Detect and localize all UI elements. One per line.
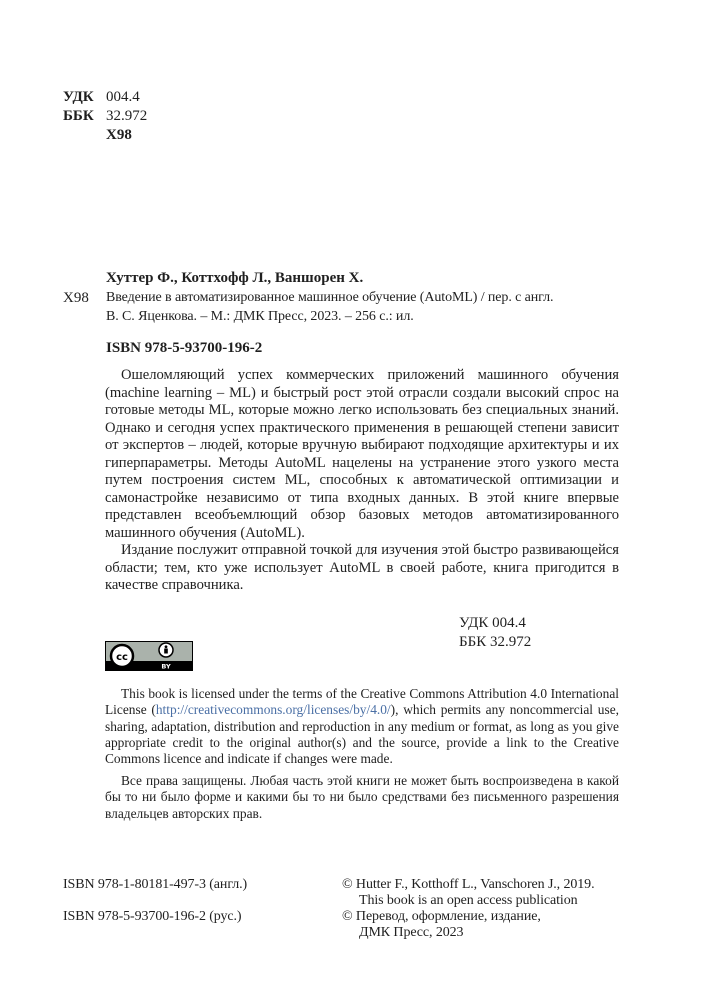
abstract [105,367,619,595]
by-label: BY [161,662,171,671]
license-text-end: ), which permits any noncommercial use, sharing, adaptation, distribution and reproduction in any medium or format, as long as you give appropriate credit to the original author(s) and the source, provide a link to the Creative Commons licence and indicate if changes were made. [105,702,619,767]
cc-by-badge [105,641,193,671]
isbn-main: ISBN 978-5-93700-196-2 [106,340,263,356]
udk-label: УДК [63,89,94,105]
cc-logo-icon [105,641,193,671]
copyright-translation: © Перевод, оформление, издание, [342,909,541,924]
isbn-english: ISBN 978-1-80181-497-3 (англ.) [63,877,248,892]
copyright-publisher: ДМК Пресс, 2023 [359,925,464,940]
cc-logo-text: cc [116,652,128,663]
rights-text: Все права защищены. Любая часть этой книги не может быть воспроизведена в какой бы то ни было форме и какими бы то ни было средствами без письменного разрешения владельцев авторских прав. [105,773,619,821]
license-link[interactable]: http://creativecommons.org/licenses/by/4.0/ [155,702,391,718]
abstract-paragraph-1: Ошеломляющий успех коммерческих приложений машинного обучения (machine learning – ML) и быстрый рост этой отрасли создали высокий спрос на готовые методы ML, которые можно легко использовать без специальных знаний. Однако и сегодня успех практического применения в решающей степени зависит от экспертов – людей, которые вручную выбирают подходящие архитектуры и их гиперпараметры. Методы AutoML нацелены на устранение этого узкого места путем построения систем ML, способных к автоматической оптимизации и самонастройке независимо от типа входных данных. В этой книге впервые представлен всеобъемлющий обзор базовых методов автоматизированного машинного обучения (AutoML). [105,367,619,541]
bbk-label: ББК [63,108,94,124]
bib-sign: Х98 [63,290,89,306]
udk-value: 004.4 [106,89,140,105]
author-sign: Х98 [106,127,132,143]
license-text [105,686,619,767]
license-text-start: This book is licensed under the terms of the Creative Commons Attribution 4.0 International License ( [105,686,619,718]
rights-notice [105,773,619,822]
bbk-value: 32.972 [106,108,148,124]
open-access-note: This book is an open access publication [359,893,578,908]
udk-right: УДК 004.4 [459,615,526,631]
authors: Хуттер Ф., Коттхофф Л., Ваншорен Х. [106,270,364,286]
copyright-authors: © Hutter F., Kotthoff L., Vanschoren J., 2019. [342,877,595,892]
isbn-russian: ISBN 978-5-93700-196-2 (рус.) [63,909,242,924]
bbk-right: ББК 32.972 [459,634,532,650]
bib-publisher-line: В. С. Яценкова. – М.: ДМК Пресс, 2023. – 256 с.: ил. [106,309,414,324]
abstract-paragraph-2: Издание послужит отправной точкой для изучения этой быстро развивающейся области; тем, кто уже использует AutoML в своей работе, книга пригодится в качестве справочника. [105,542,619,593]
bib-title-line: Введение в автоматизированное машинное обучение (AutoML) / пер. с англ. [106,290,554,305]
